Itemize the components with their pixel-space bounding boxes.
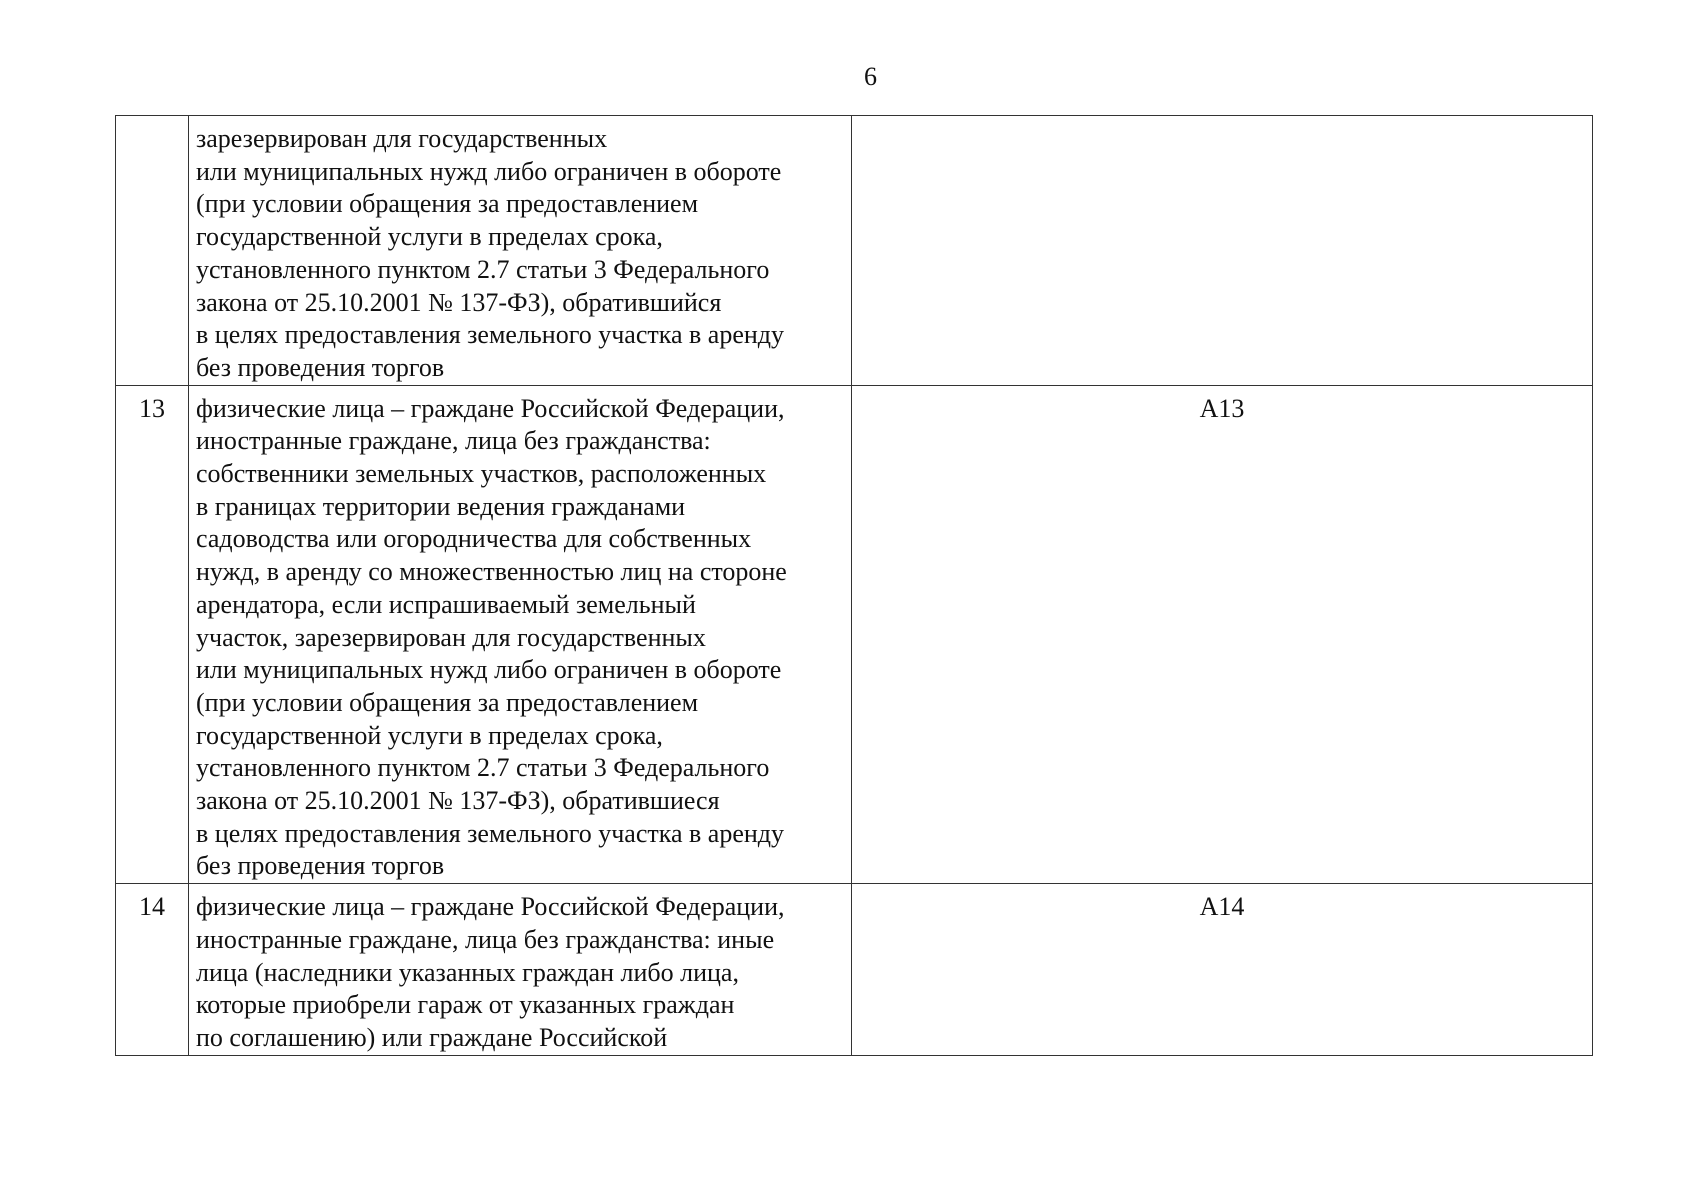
- variant-code-cell: А14: [852, 884, 1593, 1056]
- description-line: государственной услуги в пределах срока,: [196, 222, 663, 252]
- description-line: в границах территории ведения гражданами: [196, 491, 686, 521]
- description-line: закона от 25.10.2001 № 137-ФЗ), обратившиеся: [196, 786, 720, 816]
- description-line: собственники земельных участков, расположенных: [196, 459, 767, 489]
- description-line: в целях предоставления земельного участка в аренду: [196, 320, 785, 350]
- description-line: арендатора, если испрашиваемый земельный: [196, 589, 696, 619]
- description-line: садоводства или огородничества для собственных: [196, 524, 752, 554]
- row-number-cell: 14: [116, 884, 189, 1056]
- description-line: (при условии обращения за предоставлением: [196, 687, 699, 717]
- applicant-description-cell: [189, 884, 852, 1056]
- applicant-categories-table: [115, 115, 1593, 1056]
- description-line: участок, зарезервирован для государственных: [196, 622, 706, 652]
- table-row: [116, 385, 1593, 884]
- description-line: физические лица – граждане Российской Федерации,: [196, 892, 785, 922]
- table-row: [116, 884, 1593, 1056]
- variant-code-cell: [852, 116, 1593, 386]
- description-line: или муниципальных нужд либо ограничен в обороте: [196, 156, 782, 186]
- row-number-cell: 13: [116, 385, 189, 884]
- description-line: или муниципальных нужд либо ограничен в обороте: [196, 655, 782, 685]
- description-line: установленного пунктом 2.7 статьи 3 Федерального: [196, 753, 770, 783]
- row-number-cell: [116, 116, 189, 386]
- table-row: [116, 116, 1593, 386]
- description-line: закона от 25.10.2001 № 137-ФЗ), обратившийся: [196, 287, 722, 317]
- description-line: зарезервирован для государственных: [196, 124, 608, 153]
- applicant-description-cell: [189, 385, 852, 884]
- page-number: 6: [864, 62, 877, 91]
- applicant-description-cell: [189, 116, 852, 386]
- description-line: без проведения торгов: [196, 352, 445, 382]
- description-line: без проведения торгов: [196, 851, 445, 881]
- description-line: иностранные граждане, лица без гражданства:: [196, 426, 711, 456]
- description-line: государственной услуги в пределах срока,: [196, 720, 663, 750]
- description-line: физические лица – граждане Российской Федерации,: [196, 393, 785, 423]
- description-line: (при условии обращения за предоставлением: [196, 189, 699, 219]
- description-line: которые приобрели гараж от указанных граждан: [196, 990, 735, 1020]
- description-line: иностранные граждане, лица без гражданства: иные: [196, 924, 775, 954]
- description-line: в целях предоставления земельного участка в аренду: [196, 818, 785, 848]
- description-line: лица (наследники указанных граждан либо лица,: [196, 957, 739, 987]
- description-line: по соглашению) или граждане Российской: [196, 1022, 668, 1052]
- description-line: установленного пунктом 2.7 статьи 3 Федерального: [196, 254, 770, 284]
- variant-code-cell: А13: [852, 385, 1593, 884]
- table-body: [116, 116, 1593, 1056]
- description-line: нужд, в аренду со множественностью лиц на стороне: [196, 557, 787, 587]
